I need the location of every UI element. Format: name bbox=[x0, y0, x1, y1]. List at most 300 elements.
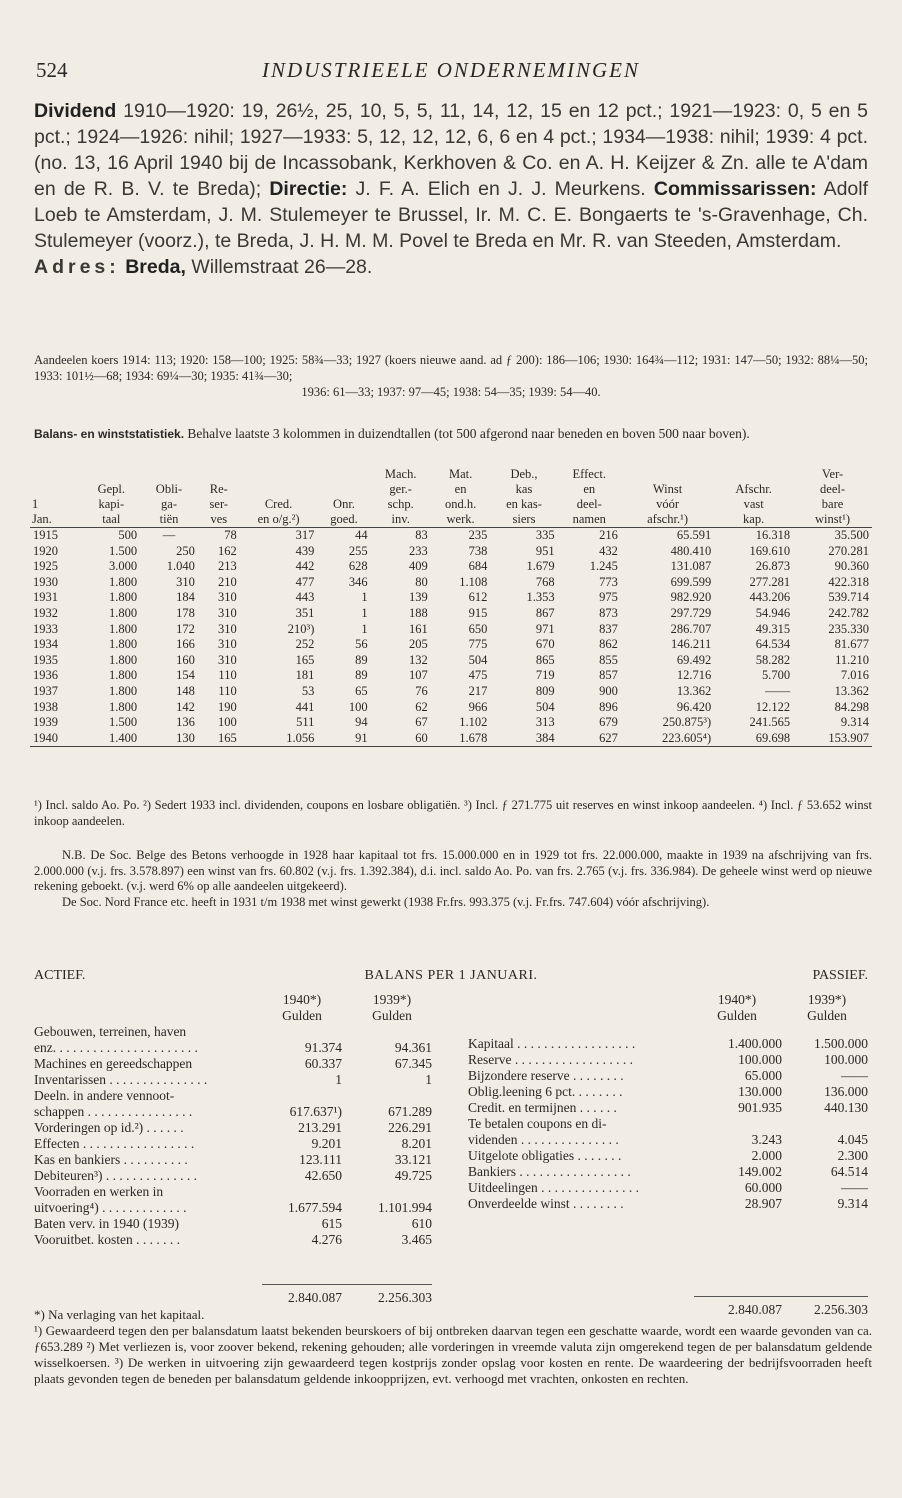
column-header: Gepl. bbox=[97, 482, 125, 496]
column-header: inv. bbox=[371, 512, 431, 528]
table-cell: 12.122 bbox=[755, 699, 791, 714]
column-header: kapi- bbox=[98, 497, 125, 511]
total-cell: 2.256.303 bbox=[814, 1302, 868, 1317]
table-cell: 1.800 bbox=[109, 699, 138, 714]
value-cell: 136.000 bbox=[824, 1084, 868, 1099]
table-cell: 862 bbox=[599, 637, 618, 652]
table-cell: 500 bbox=[118, 528, 138, 542]
spacer bbox=[468, 1276, 868, 1292]
table-cell: 153.907 bbox=[793, 731, 872, 747]
table-cell: 310 bbox=[217, 652, 237, 667]
list-item bbox=[34, 1216, 432, 1232]
table-cell: 1.678 bbox=[431, 731, 491, 747]
total-cell: 2.840.087 bbox=[288, 1290, 342, 1305]
year-cell: 1940 bbox=[30, 731, 82, 747]
column-header: siers bbox=[490, 512, 557, 528]
table-row bbox=[30, 700, 872, 716]
table-cell: 252 bbox=[295, 637, 315, 652]
column-header bbox=[714, 467, 793, 482]
table-cell: 210³) bbox=[287, 621, 315, 636]
table-cell: 1.800 bbox=[109, 605, 138, 620]
value-cell: 1939*) bbox=[372, 992, 412, 1007]
table-cell: 809 bbox=[535, 683, 555, 698]
table-cell: 5.700 bbox=[761, 668, 791, 683]
table-cell: 107 bbox=[409, 668, 428, 683]
list-item bbox=[34, 1184, 432, 1200]
passief-label: PASSIEF. bbox=[812, 968, 868, 983]
column-header: Ver- bbox=[821, 467, 844, 481]
table-cell: 1.800 bbox=[109, 652, 138, 667]
column-header: vast bbox=[743, 497, 764, 511]
table-cell: 255 bbox=[348, 543, 368, 558]
list-item bbox=[468, 1100, 868, 1116]
list-item bbox=[34, 1152, 432, 1168]
share-price-line: Aandeelen koers 1914: 113; 1920: 158—100; 1925: 58¾—33; 1927 (koers nieuwe aand. ad ƒ 200): 186—106; 1930: 164¾—112; 1931: 147—50; 1932: 88¼—50; 1933: 101½—68; 1934: 69¼—30; 1935: 41¾—30; bbox=[34, 353, 868, 383]
value-cell: 1.500.000 bbox=[814, 1036, 868, 1051]
table-cell: 1.500 bbox=[109, 715, 138, 730]
column-header: Cred. bbox=[264, 497, 293, 511]
balance-title: BALANS PER 1 JANUARI. bbox=[364, 968, 538, 983]
table-cell: 738 bbox=[468, 543, 488, 558]
table-row bbox=[30, 653, 872, 669]
column-header: Re- bbox=[209, 482, 228, 496]
table-cell: 67 bbox=[415, 715, 428, 730]
value-cell: 100.000 bbox=[738, 1052, 782, 1067]
table-cell: 317 bbox=[295, 528, 315, 542]
column-header: goed. bbox=[317, 512, 370, 528]
table-row bbox=[30, 731, 872, 747]
table-cell: 504 bbox=[535, 699, 555, 714]
table-cell: 670 bbox=[535, 637, 555, 652]
table-cell: 241.565 bbox=[749, 715, 791, 730]
table-cell: 210 bbox=[217, 574, 237, 589]
statistics-title-rest: Behalve laatste 3 kolommen in duizendtallen (tot 500 afgerond naar beneden en boven 500 naar boven). bbox=[187, 426, 750, 441]
year-cell: 1931 bbox=[33, 590, 58, 605]
list-item bbox=[34, 1104, 432, 1120]
year-cell: 1939 bbox=[33, 715, 58, 730]
share-price-paragraph bbox=[34, 352, 868, 400]
column-header bbox=[240, 482, 318, 497]
table-cell: 65.591 bbox=[676, 528, 712, 542]
spacer bbox=[468, 1212, 868, 1228]
column-header bbox=[317, 482, 370, 497]
table-cell: 9.314 bbox=[840, 715, 869, 730]
total-rule bbox=[34, 1280, 432, 1290]
table-cell: 896 bbox=[599, 699, 618, 714]
table-cell: 310 bbox=[217, 637, 237, 652]
table-cell: 1.102 bbox=[459, 715, 488, 730]
header-row bbox=[30, 482, 872, 497]
value-cell: 49.725 bbox=[394, 1168, 432, 1183]
column-header: en bbox=[454, 482, 467, 496]
table-row bbox=[30, 637, 872, 653]
value-cell: 1939*) bbox=[807, 992, 847, 1007]
column-header: winst¹) bbox=[793, 512, 872, 528]
table-cell: 1.800 bbox=[109, 574, 138, 589]
table-cell: 1 bbox=[361, 621, 368, 636]
value-cell: 65.000 bbox=[744, 1068, 782, 1083]
directie-label: Directie: bbox=[269, 178, 348, 200]
value-cell: —— bbox=[841, 1180, 868, 1195]
year-cell: 1930 bbox=[33, 574, 58, 589]
table-cell: 110 bbox=[218, 668, 237, 683]
column-header: tiën bbox=[140, 512, 198, 528]
table-cell: 310 bbox=[217, 605, 237, 620]
column-header: ser- bbox=[209, 497, 229, 511]
column-header: Mat. bbox=[448, 467, 473, 481]
table-cell: 53 bbox=[301, 683, 315, 698]
table-cell: 1.108 bbox=[459, 574, 488, 589]
table-cell: 148 bbox=[176, 683, 195, 698]
row-label: schappen . . . . . . . . . . . . . . . . bbox=[34, 1104, 193, 1119]
column-header: ond.h. bbox=[444, 497, 477, 511]
list-item bbox=[468, 1068, 868, 1084]
row-label: Vooruitbet. kosten . . . . . . . bbox=[34, 1232, 180, 1247]
table-cell: 1.800 bbox=[109, 668, 138, 683]
list-item bbox=[34, 1232, 432, 1248]
value-cell: 28.907 bbox=[744, 1196, 782, 1211]
list-item bbox=[34, 1120, 432, 1136]
value-cell: Gulden bbox=[282, 1008, 322, 1023]
header-row bbox=[30, 467, 872, 482]
row-label: Deeln. in andere vennoot- bbox=[34, 1088, 175, 1103]
table-cell: 80 bbox=[415, 574, 428, 589]
table-cell: 475 bbox=[468, 668, 488, 683]
table-cell: 160 bbox=[176, 652, 195, 667]
table-cell: 477 bbox=[295, 574, 315, 589]
table-cell: 11.210 bbox=[835, 652, 869, 667]
row-label: Te betalen coupons en di- bbox=[468, 1116, 607, 1131]
list-item bbox=[468, 1116, 868, 1132]
list-item bbox=[34, 1290, 432, 1306]
balance-heading bbox=[34, 968, 868, 986]
value-cell: 91.374 bbox=[304, 1040, 342, 1055]
year-cell: 1933 bbox=[33, 621, 58, 636]
value-cell: 4.276 bbox=[311, 1232, 342, 1247]
table-cell: 56 bbox=[355, 637, 368, 652]
table-cell: 982.920 bbox=[670, 590, 712, 605]
table-cell: 351 bbox=[295, 605, 315, 620]
column-header: Jan. bbox=[30, 512, 82, 528]
table-cell: 110 bbox=[218, 683, 237, 698]
nb-paragraph: N.B. De Soc. Belge des Betons verhoogde in 1928 haar kapitaal tot frs. 15.000.000 en in 1929 tot frs. 22.000.000, maakte in 1939 na afschrijving van frs. 2.000.000 (v.j. frs. 3.578.897) een winst van frs. 60.802 (v.j. frs. 1.392.384), d.i. incl. saldo Ao. Po. van frs. 2.765 (v.j. frs. 336.984). De geheele winst werd op nieuwe rekening geboekt. (v.j. werd 6% op alle aandeelen uitgekeerd). bbox=[34, 848, 872, 893]
table-cell: 773 bbox=[599, 574, 618, 589]
table-row bbox=[30, 684, 872, 700]
table-cell: 335 bbox=[535, 528, 555, 542]
statistics-table bbox=[30, 467, 872, 747]
table-cell: 865 bbox=[535, 652, 555, 667]
table-cell: 1.400 bbox=[82, 731, 140, 747]
table-cell: 971 bbox=[535, 621, 555, 636]
table-cell: 181 bbox=[295, 668, 315, 683]
table-cell: 270.281 bbox=[828, 543, 869, 558]
value-cell: 1.400.000 bbox=[728, 1036, 782, 1051]
table-cell: 96.420 bbox=[676, 699, 712, 714]
table-cell: 162 bbox=[217, 543, 237, 558]
column-header: Deb., bbox=[510, 467, 538, 481]
statistics-title bbox=[34, 425, 868, 443]
table-cell: 422.318 bbox=[828, 574, 869, 589]
row-label: Uitdeelingen . . . . . . . . . . . . . . . bbox=[468, 1180, 639, 1195]
spacer bbox=[468, 1244, 868, 1260]
nb-paragraph: De Soc. Nord France etc. heeft in 1931 t/m 1938 met winst gewerkt (1938 Fr.frs. 993.375 (v.j. Fr.frs. 747.604) vóór afschrijving). bbox=[62, 894, 710, 909]
value-cell: 1 bbox=[425, 1072, 432, 1087]
list-item bbox=[34, 1008, 432, 1024]
actief-column bbox=[34, 992, 432, 1306]
total-rule bbox=[468, 1292, 868, 1302]
note-1: ¹) Gewaardeerd tegen den per balansdatum laatst bekenden beurskoers of bij ontbreken daarvan tegen een geschatte waarde, wordt een waarde gevonden van ca. ƒ653.289 ²) Met verliezen is, voor zoover bekend, rekening gehouden; alle vorderingen in vreemde valuta zijn omgerekend tegen de per balansdatum geldende wisselkoersen. ³) De werken in uitvoering zijn gewaardeerd tegen kostprijs zonder opslag voor kosten en rente. De waardeering der bedrijfsvoorraden heeft plaats gevonden tegen de beneden per balansdatum geldende inkoopprijzen, evt. verhoogd met vrachten, onkosten en rechten. bbox=[34, 1323, 872, 1386]
table-cell: 900 bbox=[599, 683, 618, 698]
table-cell: 480.410 bbox=[670, 543, 712, 558]
table-cell: 650 bbox=[468, 621, 488, 636]
value-cell: 2.300 bbox=[837, 1148, 868, 1163]
table-cell: 628 bbox=[348, 559, 368, 574]
note-star: *) Na verlaging van het kapitaal. bbox=[34, 1307, 205, 1322]
year-cell: 1938 bbox=[33, 699, 58, 714]
table-cell: 223.605⁴) bbox=[621, 731, 714, 747]
table-cell: 699.599 bbox=[670, 574, 712, 589]
table-cell: 250 bbox=[176, 543, 195, 558]
list-item bbox=[34, 1040, 432, 1056]
table-row bbox=[30, 606, 872, 622]
row-label: Bijzondere reserve . . . . . . . . bbox=[468, 1068, 624, 1083]
table-cell: 132 bbox=[409, 652, 428, 667]
commissarissen-label: Commissarissen: bbox=[653, 178, 817, 200]
table-cell: 205 bbox=[409, 637, 428, 652]
value-cell: 94.361 bbox=[394, 1040, 432, 1055]
table-cell: 915 bbox=[468, 605, 488, 620]
table-cell: 1.500 bbox=[109, 543, 138, 558]
list-item bbox=[468, 1008, 868, 1024]
row-label: Gebouwen, terreinen, haven bbox=[34, 1024, 187, 1039]
column-header bbox=[30, 482, 82, 497]
year-cell: 1937 bbox=[33, 683, 58, 698]
table-cell: 216 bbox=[599, 528, 618, 542]
table-cell: 54.946 bbox=[755, 605, 791, 620]
table-cell: 346 bbox=[348, 574, 368, 589]
list-item bbox=[34, 1200, 432, 1216]
value-cell: 1940*) bbox=[282, 992, 322, 1007]
list-item bbox=[468, 1036, 868, 1052]
value-cell: 33.121 bbox=[394, 1152, 432, 1167]
list-item bbox=[34, 1024, 432, 1040]
table-cell: 146.211 bbox=[671, 637, 712, 652]
column-header: afschr.¹) bbox=[621, 512, 714, 528]
year-cell: 1915 bbox=[33, 528, 58, 542]
row-label: uitvoering⁴) . . . . . . . . . . . . . bbox=[34, 1200, 187, 1215]
list-item bbox=[34, 1072, 432, 1088]
list-item bbox=[468, 1180, 868, 1196]
column-header: kap. bbox=[714, 512, 793, 528]
column-header bbox=[198, 467, 240, 482]
table-cell: 78 bbox=[224, 528, 237, 542]
page-header bbox=[36, 58, 866, 88]
value-cell: 1940*) bbox=[717, 992, 757, 1007]
table-row bbox=[30, 559, 872, 575]
table-cell: 13.362 bbox=[834, 683, 869, 698]
table-cell: 442 bbox=[295, 559, 315, 574]
table-cell: 951 bbox=[535, 543, 555, 558]
table-cell: 313 bbox=[535, 715, 555, 730]
table-cell: 768 bbox=[535, 574, 555, 589]
list-item bbox=[468, 1148, 868, 1164]
value-cell: 60.337 bbox=[304, 1056, 342, 1071]
value-cell: 3.465 bbox=[401, 1232, 432, 1247]
table-cell: 310 bbox=[176, 574, 195, 589]
table-cell: 58.282 bbox=[755, 652, 791, 667]
table-cell: 44 bbox=[355, 528, 368, 542]
table-cell: 612 bbox=[468, 590, 488, 605]
dividend-text: 1910—1920: 19, 26½, 25, 10, 5, 5, 11, 14, 12, 15 en 12 pct.; 1921—1923: 0, 5 en 5 pct.; 1924—1926: nihil; 1927—1933: 5, 12, 12, 12, 6, 6 en 4 pct.; 1934—1938: nihil; 1939: 4 pct. (no. 13, 16 April 1940 bij de Incassobank, Kerkhoven & Co. en A. H. Keijzer & Zn. alle te A'dam en de R. B. V. te Breda); bbox=[34, 100, 868, 200]
table-cell: 432 bbox=[599, 543, 618, 558]
table-cell: 233 bbox=[409, 543, 428, 558]
column-header bbox=[30, 467, 82, 482]
adres-paragraph bbox=[34, 254, 868, 280]
year-cell: 1934 bbox=[33, 637, 58, 652]
table-cell: 1.679 bbox=[526, 559, 555, 574]
value-cell: 4.045 bbox=[837, 1132, 868, 1147]
table-cell: 250.875³) bbox=[662, 715, 712, 730]
table-cell: 139 bbox=[409, 590, 428, 605]
list-item bbox=[468, 1196, 868, 1212]
list-item bbox=[468, 1084, 868, 1100]
column-header bbox=[140, 467, 198, 482]
table-row bbox=[30, 622, 872, 638]
year-cell: 1920 bbox=[33, 543, 58, 558]
row-label: Credit. en termijnen . . . . . . bbox=[468, 1100, 617, 1115]
header-row bbox=[30, 512, 872, 528]
table-cell: 35.500 bbox=[834, 528, 869, 542]
table-cell: 131.087 bbox=[670, 559, 712, 574]
table-cell: 837 bbox=[599, 621, 618, 636]
table-cell: 7.016 bbox=[840, 668, 869, 683]
year-cell: 1935 bbox=[33, 652, 58, 667]
table-cell: 1.800 bbox=[109, 637, 138, 652]
table-row bbox=[30, 544, 872, 560]
value-cell: Gulden bbox=[807, 1008, 847, 1023]
table-cell: 775 bbox=[468, 637, 488, 652]
table-cell: 213 bbox=[217, 559, 237, 574]
table-cell: 100 bbox=[217, 715, 237, 730]
list-item bbox=[34, 1136, 432, 1152]
row-label: Effecten . . . . . . . . . . . . . . . . . bbox=[34, 1136, 195, 1151]
column-header: en kas- bbox=[506, 497, 542, 511]
adres-text: Willemstraat 26—28. bbox=[191, 256, 373, 278]
table-row bbox=[30, 528, 872, 544]
value-cell: 8.201 bbox=[401, 1136, 432, 1151]
value-cell: 1 bbox=[335, 1072, 342, 1087]
table-cell: 539.714 bbox=[828, 590, 869, 605]
table-cell: 12.716 bbox=[676, 668, 712, 683]
table-cell: 165 bbox=[295, 652, 315, 667]
value-cell: 60.000 bbox=[744, 1180, 782, 1195]
table-cell: 188 bbox=[409, 605, 428, 620]
value-cell: 42.650 bbox=[304, 1168, 342, 1183]
column-header: en o/g.²) bbox=[240, 512, 318, 528]
list-item bbox=[34, 992, 432, 1008]
table-cell: 65 bbox=[355, 683, 368, 698]
value-cell: 67.345 bbox=[394, 1056, 432, 1071]
row-label: Debiteuren³) . . . . . . . . . . . . . . bbox=[34, 1168, 198, 1183]
table-cell: 89 bbox=[355, 652, 368, 667]
table-cell: 142 bbox=[176, 699, 195, 714]
column-header: Mach. bbox=[384, 467, 417, 481]
column-header: ga- bbox=[161, 497, 177, 511]
row-label: Kas en bankiers . . . . . . . . . . bbox=[34, 1152, 188, 1167]
table-cell: 242.782 bbox=[828, 605, 869, 620]
table-cell: 81.677 bbox=[834, 637, 869, 652]
nb-note bbox=[34, 848, 872, 910]
table-cell: 94 bbox=[355, 715, 368, 730]
row-label: Inventarissen . . . . . . . . . . . . . . . bbox=[34, 1072, 208, 1087]
spacer bbox=[468, 1260, 868, 1276]
spacer bbox=[34, 1264, 432, 1280]
adres-city: Breda, bbox=[125, 256, 186, 278]
table-cell: — bbox=[162, 528, 176, 542]
table-row bbox=[30, 668, 872, 684]
table-cell: 26.873 bbox=[755, 559, 791, 574]
table-cell: 62 bbox=[415, 699, 428, 714]
dividend-paragraph bbox=[34, 98, 868, 254]
value-cell: 213.291 bbox=[298, 1120, 342, 1135]
list-item bbox=[468, 1052, 868, 1068]
year-cell: 1936 bbox=[33, 668, 58, 683]
value-cell: Gulden bbox=[717, 1008, 757, 1023]
table-cell: 1.040 bbox=[166, 559, 195, 574]
table-cell: 49.315 bbox=[755, 621, 791, 636]
table-cell: 190 bbox=[217, 699, 237, 714]
company-intro bbox=[34, 98, 868, 280]
value-cell: 617.637¹) bbox=[289, 1104, 342, 1119]
table-cell: 684 bbox=[468, 559, 488, 574]
table-cell: 277.281 bbox=[749, 574, 791, 589]
table-cell: 384 bbox=[490, 731, 557, 747]
table-cell: 1.245 bbox=[589, 559, 618, 574]
row-label: Kapitaal . . . . . . . . . . . . . . . . . . bbox=[468, 1036, 636, 1051]
table-cell: 165 bbox=[198, 731, 240, 747]
commissarissen-text: Adolf Loeb te Amsterdam, J. M. Stulemeyer te Brussel, Ir. M. C. E. Bongaerts te 's-Gravenhage, Ch. Stulemeyer (voorz.), te Breda, J. H. M. M. Povel te Breda en Mr. R. van Steeden, Amsterdam. bbox=[34, 178, 869, 252]
table-cell: 3.000 bbox=[109, 559, 138, 574]
row-label: enz. . . . . . . . . . . . . . . . . . . . . . bbox=[34, 1040, 198, 1055]
column-header: deel- bbox=[576, 497, 602, 511]
table-cell: 966 bbox=[468, 699, 488, 714]
column-header: werk. bbox=[431, 512, 491, 528]
column-header: 1 bbox=[32, 497, 39, 511]
table-cell: 89 bbox=[355, 668, 368, 683]
spacer bbox=[34, 1248, 432, 1264]
table-cell: 91 bbox=[317, 731, 370, 747]
list-item bbox=[34, 1088, 432, 1104]
row-label: Oblig.leening 6 pct. . . . . . . . bbox=[468, 1084, 623, 1099]
table-cell: 130 bbox=[140, 731, 198, 747]
table-cell: 679 bbox=[599, 715, 618, 730]
table-cell: 169.610 bbox=[749, 543, 791, 558]
value-cell: 9.314 bbox=[837, 1196, 868, 1211]
value-cell: —— bbox=[841, 1068, 868, 1083]
column-header: Winst bbox=[652, 482, 683, 496]
table-cell: 83 bbox=[415, 528, 428, 542]
value-cell: Gulden bbox=[372, 1008, 412, 1023]
column-header: en bbox=[583, 482, 596, 496]
table-cell: 178 bbox=[176, 605, 195, 620]
table-cell: 975 bbox=[599, 590, 618, 605]
table-cell: 76 bbox=[415, 683, 428, 698]
row-label: Onverdeelde winst . . . . . . . . bbox=[468, 1196, 624, 1211]
column-header bbox=[82, 467, 140, 482]
value-cell: 610 bbox=[411, 1216, 432, 1231]
table-cell: 184 bbox=[176, 590, 195, 605]
dividend-label: Dividend bbox=[34, 100, 117, 122]
